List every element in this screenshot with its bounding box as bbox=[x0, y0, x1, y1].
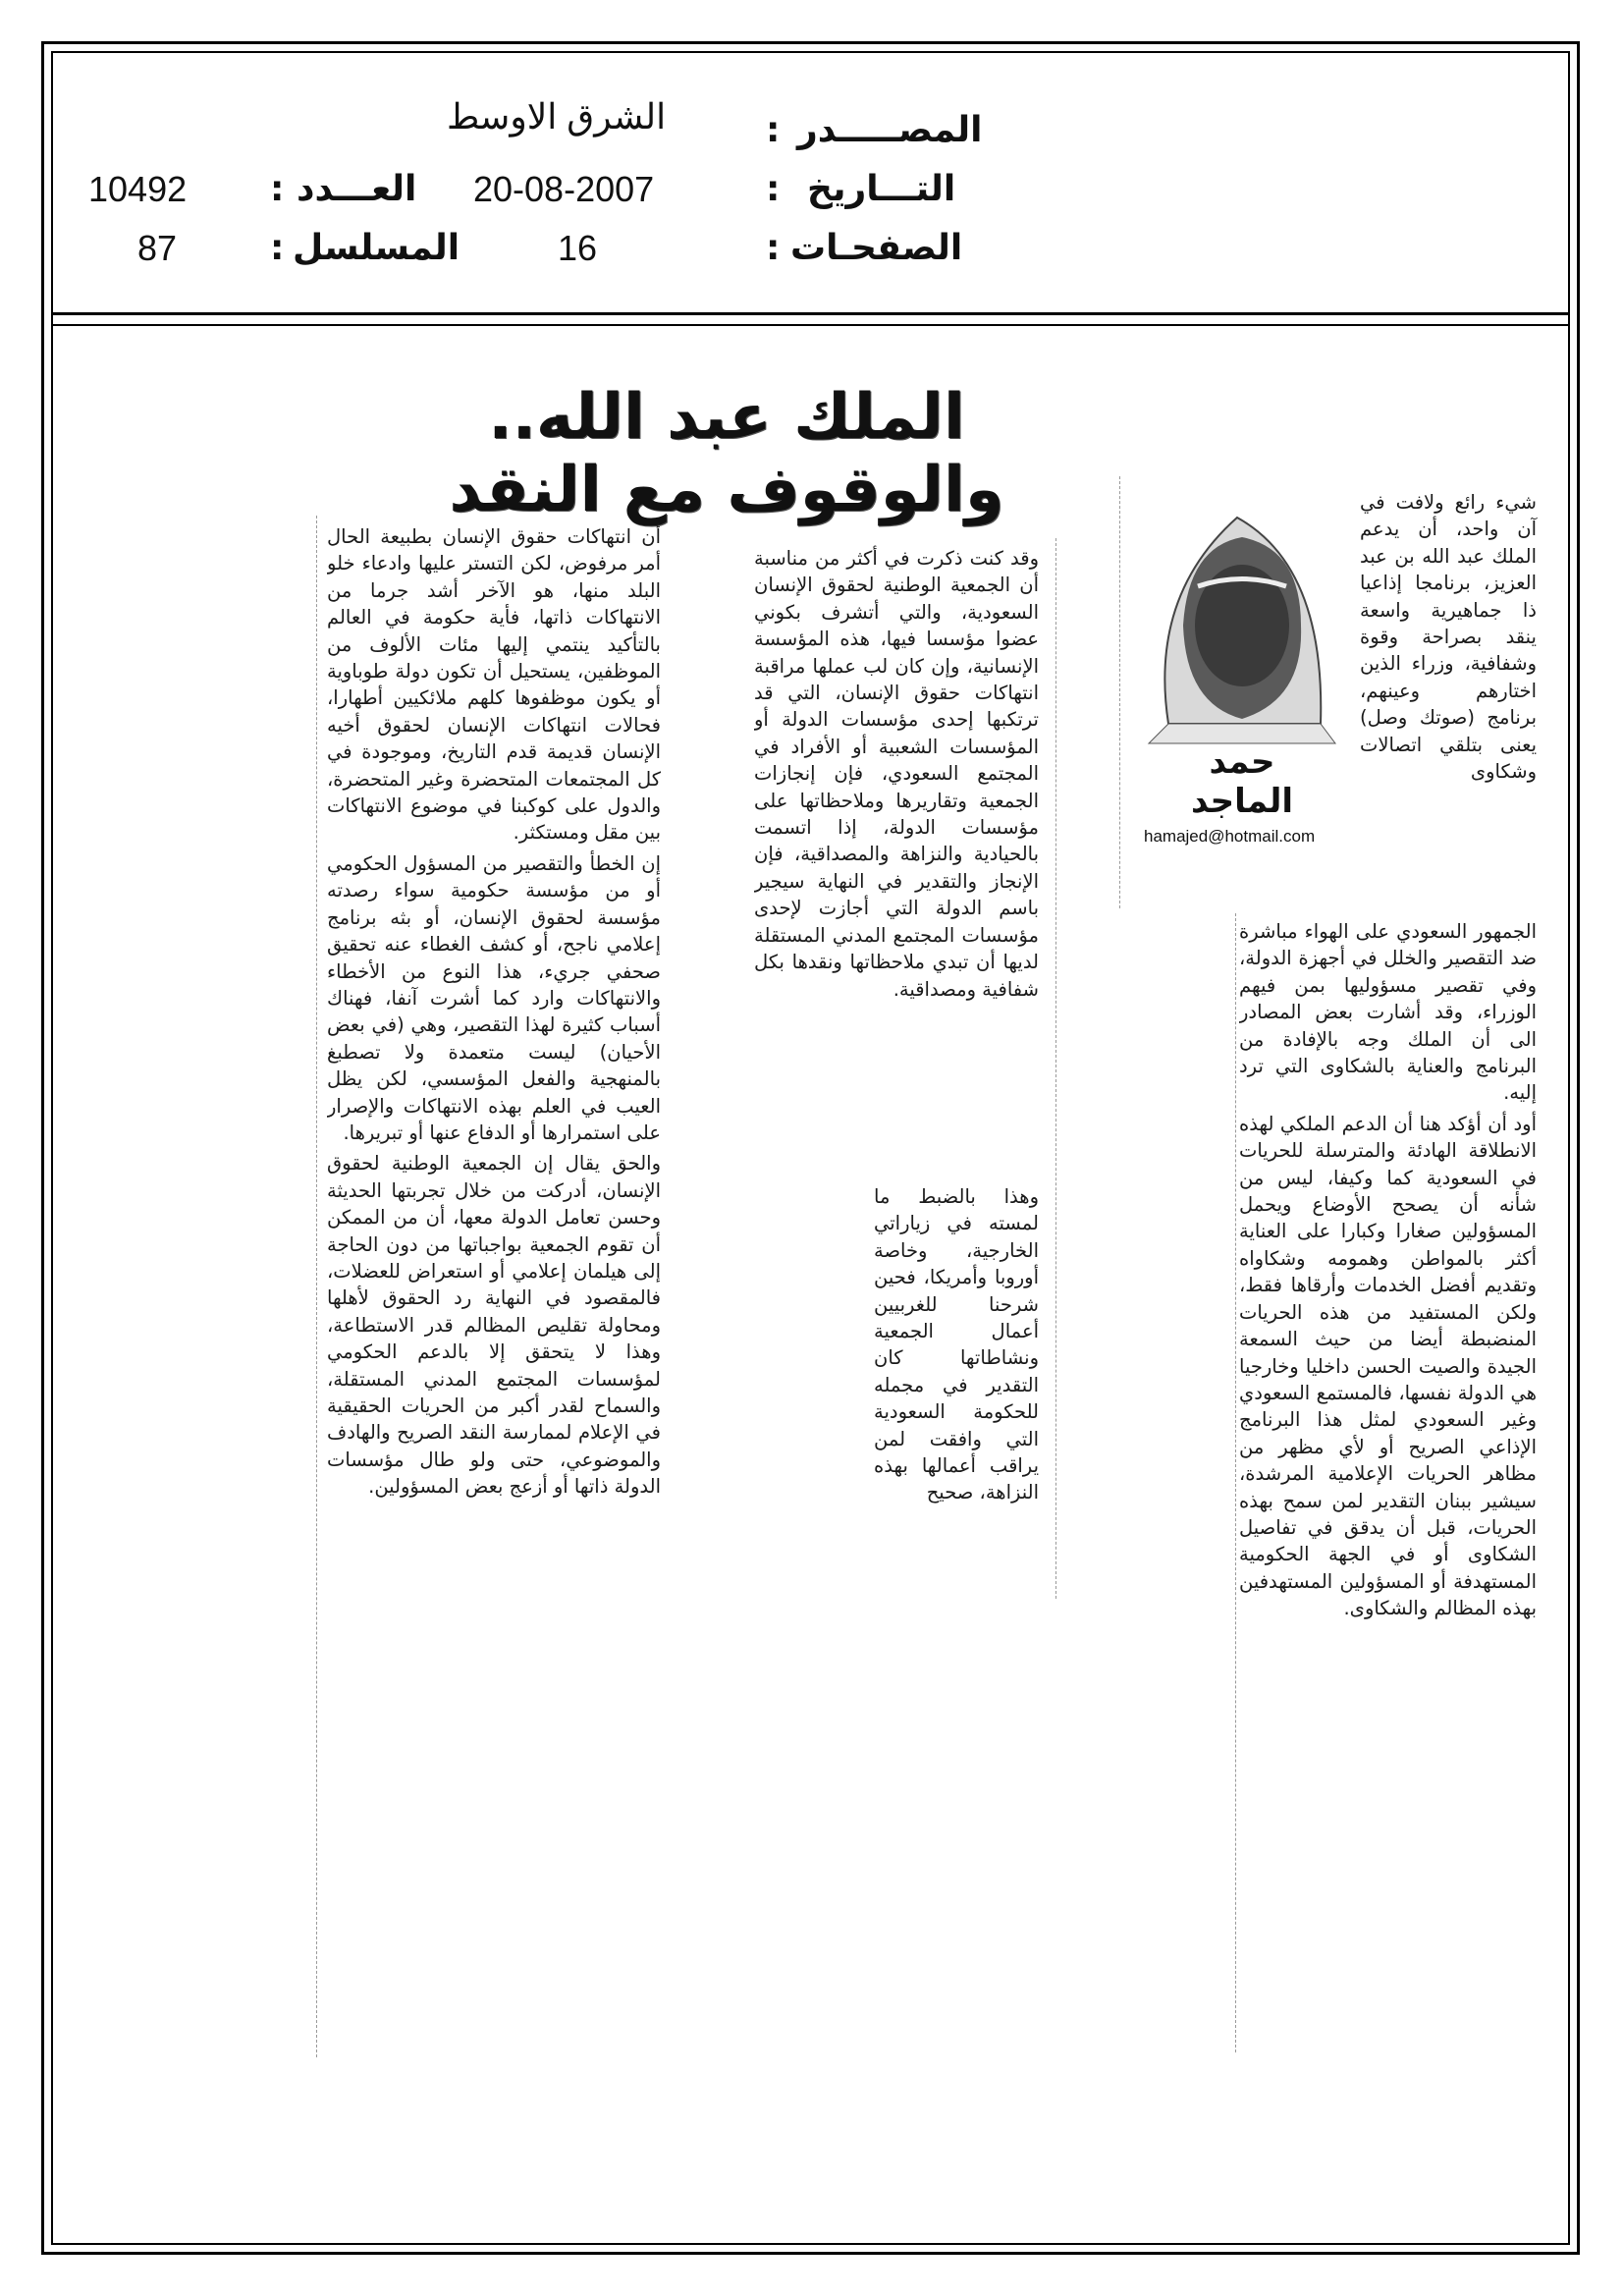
clipping-edge bbox=[1055, 538, 1056, 1599]
paragraph: وهذا بالضبط ما لمسته في زياراتي الخارجية، وخاصة أوروبا وأمريكا، فحين شرحنا للغربيين أعمال الجمعية ونشاطاتها كان التقدير في مجمله للحكومة السعودية التي وافقت لمن يراقب أعمالها بهذه النزاهة، صحيح bbox=[874, 1185, 1039, 1504]
paragraph: وقد كنت ذكرت في أكثر من مناسبة أن الجمعية الوطنية لحقوق الإنسان السعودية، والتي أتشرف بكوني عضوا مؤسسا فيها، هذه المؤسسة الإنسانية، وإن كان لب عملها مراقبة انتهاكات حقوق الإنسان، التي قد ترتكبها إحدى مؤسسات الدولة أو المؤسسات الشعبية أو الأفراد في المجتمع السعودي، فإن إنجازات الجمعية وتقاريرها وملاحظاتها على مؤسسات الدولة، إذا اتسمت بالحيادية والنزاهة والمصداقية، فإن الإنجاز والتقدير في النهاية سيجير باسم الدولة التي أجازت لإحدى مؤسسات المجتمع المدني المستقلة لديها أن تبدي ملاحظاتها ونقدها بكل شفافية ومصداقية. bbox=[754, 547, 1039, 1001]
author-email: hamajed@hotmail.com bbox=[1144, 827, 1316, 846]
clipping-edge bbox=[316, 516, 317, 2057]
article-title: الملك عبد الله.. والوقوف مع النقد bbox=[449, 381, 1004, 526]
column-left bbox=[327, 523, 661, 2050]
pages-value: 16 bbox=[558, 228, 598, 268]
column-middle bbox=[754, 545, 1039, 1100]
paragraph: إن الخطأ والتقصير من المسؤول الحكومي أو من مؤسسة حكومية سواء رصدته مؤسسة لحقوق الإنسان، أو بثه برنامج إعلامي ناجح، أو كشف الغطاء عنه تحقيق صحفي جريء، هذا النوع من الأخطاء والانتهاكات وارد كما أشرت آنفا، فهناك أسباب كثيرة لهذا التقصير، وهي (في بعض الأحيان) ليست متعمدة ولا تصطبغ بالمنهجية والفعل المؤسسي، لكن يظل العيب في العلم بهذه الانتهاكات والإصرار على استمرارها أو الدفاع عنها أو تبريرها. bbox=[327, 851, 661, 1144]
serial-label: المسلسل bbox=[293, 228, 460, 268]
paragraph: أود أن أؤكد هنا أن الدعم الملكي لهذه الانطلاقة الهادئة والمترسلة للحريات في السعودية كما وكيفا، ليس من شأنه أن يصحح الأوضاع ويحمل المسؤولين صغارا وكبارا على العناية أكثر بالمواطن وهمومه وشكاواه وتقديم أفضل الخدمات وأرقاها فقط، ولكن المستفيد من هذه الحريات المنضبطة أيضا من حيث السمعة الجيدة والصيت الحسن داخليا وخارجيا هي الدولة نفسها، فالمستمع السعودي وغير السعودي لمثل هذا البرنامج الإذاعي الصريح أو لأي مظهر من مظاهر الحريات الإعلامية المرشدة، سيشير ببنان التقدير لمن سمح بهذه الحريات، قبل أن يدقق في تفاصيل الشكاوى أو في الجهة الحكومية المستهدفة أو المسؤولين المستهدفين بهذه المظالم والشكاوى. bbox=[1239, 1112, 1537, 1620]
paragraph: والحق يقال إن الجمعية الوطنية لحقوق الإنسان، أدركت من خلال تجربتها الحديثة وحسن تعامل الدولة معها، أن من الممكن أن تقوم الجمعية بواجباتها من دون الحاجة إلى هيلمان إعلامي أو استعراض للعضلات، فالمقصود في النهاية رد الحقوق لأهلها ومحاولة تقليص المظالم قدر الاستطاعة، وهذا لا يتحقق إلا بالدعم الحكومي لمؤسسات المجتمع المدني المستقلة، والسماح لقدر أكبر من الحريات الحقيقية في الإعلام لممارسة النقد الصريح والهادف والموضوعي، حتى ولو طال مؤسسات الدولة ذاتها أو أزعج بعض المسؤولين. bbox=[327, 1152, 661, 1499]
serial-colon: : bbox=[270, 228, 285, 268]
clipping-edge bbox=[1235, 913, 1236, 2052]
issue-colon: : bbox=[270, 169, 285, 209]
date-value: 20-08-2007 bbox=[473, 169, 655, 209]
issue-value: 10492 bbox=[88, 169, 188, 209]
column-middle-bottom bbox=[874, 1183, 1039, 1596]
issue-label: العـــدد bbox=[297, 169, 417, 209]
paragraph: شيء رائع ولافت في آن واحد، أن يدعم الملك عبد الله بن عبد العزيز، برنامجا إذاعيا ذا جماهيرية واسعة ينقد بصراحة وقوة وشفافية، وزراء الذين اختارهم وعينهم، برنامج (صوتك وصل) يعنى بتلقي اتصالات وشكاوى bbox=[1360, 491, 1537, 784]
source-value: الشرق الاوسط bbox=[447, 96, 667, 137]
serial-value: 87 bbox=[137, 228, 178, 268]
source-label: المصـــــدر bbox=[797, 110, 983, 150]
header-divider bbox=[51, 312, 1570, 315]
column-right bbox=[1239, 918, 1537, 2057]
clipping-edge bbox=[1119, 476, 1120, 908]
column-right-top bbox=[1360, 489, 1537, 789]
header-divider-inner bbox=[51, 324, 1570, 326]
paragraph: الجمهور السعودي على الهواء مباشرة ضد التقصير والخلل في أجهزة الدولة، وفي تقصير مسؤوليها بمن فيهم الوزراء، وقد أشارت بعض المصادر الى أن الملك وجه بالإفادة من البرنامج والعناية بالشكاوى التي ترد إليه. bbox=[1239, 920, 1537, 1105]
author-name: حمد الماجد bbox=[1190, 742, 1294, 821]
source-colon: : bbox=[766, 110, 781, 150]
date-colon: : bbox=[766, 169, 781, 209]
date-label: التـــاريخ bbox=[807, 169, 956, 209]
pages-label: الصفحـات bbox=[790, 228, 963, 268]
pages-colon: : bbox=[766, 228, 781, 268]
paragraph: أن انتهاكات حقوق الإنسان بطبيعة الحال أمر مرفوض، لكن التستر عليها وادعاء خلو البلد منها، هو الآخر أشد جرما من الانتهاكات ذاتها، فأية حكومة في العالم بالتأكيد ينتمي إليها مئات الألوف من الموظفين، يستحيل أن تكون دولة طوباوية أو يكون موظفوها كلهم ملائكيين أطهارا، فحالات انتهاكات الإنسان لحقوق أخيه الإنسان قديمة قدم التاريخ، وموجودة في كل المجتمعات المتحضرة وغير المتحضرة، والدول على كوكبنا في موضوع الانتهاكات بين مقل ومستكثر. bbox=[327, 525, 661, 845]
